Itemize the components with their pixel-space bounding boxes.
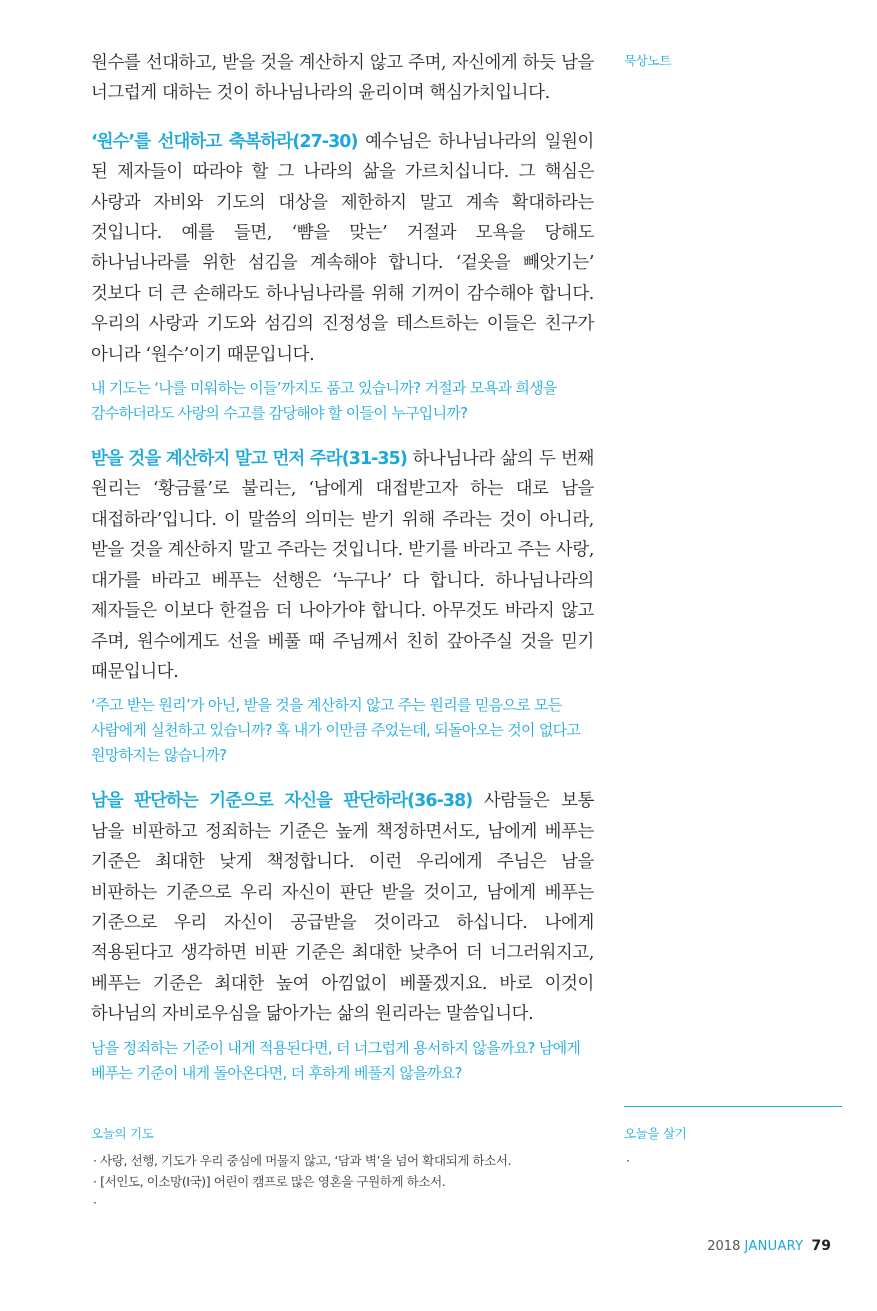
meditation-note-label: 묵상노트	[624, 53, 672, 68]
section-1-heading: ‘원수’를 선대하고 축복하라(27-30)	[91, 131, 358, 152]
section-3-heading: 남을 판단하는 기준으로 자신을 판단하라(36-38)	[91, 791, 473, 812]
page-number: 79	[811, 1238, 831, 1254]
living-today-bullet: ·	[626, 1153, 630, 1168]
main-column	[91, 48, 594, 1104]
living-today-label: 오늘을 살기	[624, 1126, 687, 1141]
section-2-body: 하나님나라 삶의 두 번째 원리는 ‘황금률’로 불리는, ‘남에게 대접받고자 하는 대로 남을 대접하라’입니다. 이 말씀의 의미는 받기 위해 주라는 것이 아니라, 받을 것을 계산하지 말고 주라는 것입니다. 받기를 바라고 주는 사랑, 대가를 바라고 베푸는 선행은 ‘누구나’ 다 합니다. 하나님나라의 제자들은 이보다 한걸음 더 나아가야 합니다. 아무것도 바라지 않고 주며, 원수에게도 선을 베풀 때 주님께서 친히 갚아주실 것을 믿기 때문입니다.	[91, 449, 594, 682]
section-1-body: 예수님은 하나님나라의 일원이 된 제자들이 따라야 할 그 나라의 삶을 가르치십니다. 그 핵심은 사랑과 자비와 기도의 대상을 제한하지 말고 계속 확대하라는 것입니다. 예를 들면, ‘뺨을 맞는’ 거절과 모욕을 당해도 하나님나라를 위한 섬김을 계속해야 합니다. ‘겉옷을 빼앗기는’ 것보다 더 큰 손해라도 하나님나라를 위해 기꺼이 감수해야 합니다. 우리의 사랑과 기도와 섬김의 진정성을 테스트하는 이들은 친구가 아니라 ‘원수’이기 때문입니다.	[91, 131, 594, 365]
section-1-paragraph	[91, 127, 594, 370]
section-3-question: 남을 정죄하는 기준이 내게 적용된다면, 더 너그럽게 용서하지 않을까요? 남에게 베푸는 기준이 내게 돌아온다면, 더 후하게 베풀지 않을까요?	[91, 1038, 581, 1082]
section-2-question: ‘주고 받는 원리’가 아닌, 받을 것을 계산하지 않고 주는 원리를 믿음으로 모든 사람에게 실천하고 있습니까? 혹 내가 이만큼 주었는데, 되돌아오는 것이 없다고 원망하지는 않습니까?	[91, 696, 581, 765]
footer-year: 2018	[707, 1239, 741, 1254]
prayer-item: · [서인도, 이소망(I국)] 어린이 캠프로 많은 영혼을 구원하게 하소서.	[93, 1174, 446, 1189]
living-today-section	[624, 1124, 842, 1171]
intro-paragraph: 원수를 선대하고, 받을 것을 계산하지 않고 주며, 자신에게 하듯 남을 너그럽게 대하는 것이 하나님나라의 윤리이며 핵심가치입니다.	[91, 53, 594, 104]
todays-prayer-section	[91, 1124, 594, 1213]
section-3-body: 사람들은 보통 남을 비판하고 정죄하는 기준은 높게 책정하면서도, 남에게 베푸는 기준은 최대한 낮게 책정합니다. 이런 우리에게 주님은 남을 비판하는 기준으로 우리 자신이 판단 받을 것이고, 남에게 베푸는 기준으로 우리 자신이 공급받을 것이라고 하십니다. 나에게 적용된다고 생각하면 비판 기준은 최대한 낮추어 더 너그러워지고, 베푸는 기준은 최대한 높여 아낌없이 베풀겠지요. 바로 이것이 하나님의 자비로우심을 닮아가는 삶의 원리라는 말씀입니다.	[91, 791, 595, 1025]
prayer-item: ·	[93, 1195, 97, 1210]
page-footer	[707, 1238, 831, 1254]
footer-month: JANUARY	[744, 1239, 804, 1254]
sidebar-divider	[624, 1106, 842, 1107]
section-2-heading: 받을 것을 계산하지 말고 먼저 주라(31-35)	[91, 449, 407, 470]
section-1-question: 내 기도는 ‘나를 미워하는 이들’까지도 품고 있습니까? 거절과 모욕과 희생을 감수하더라도 사랑의 수고를 감당해야 할 이들이 누구입니까?	[91, 379, 557, 423]
todays-prayer-label: 오늘의 기도	[91, 1126, 154, 1141]
section-2-paragraph	[91, 444, 594, 687]
section-3-paragraph	[91, 786, 594, 1029]
prayer-item: · 사랑, 선행, 기도가 우리 중심에 머물지 않고, ‘담과 벽’을 넘어 확대되게 하소서.	[93, 1153, 512, 1168]
